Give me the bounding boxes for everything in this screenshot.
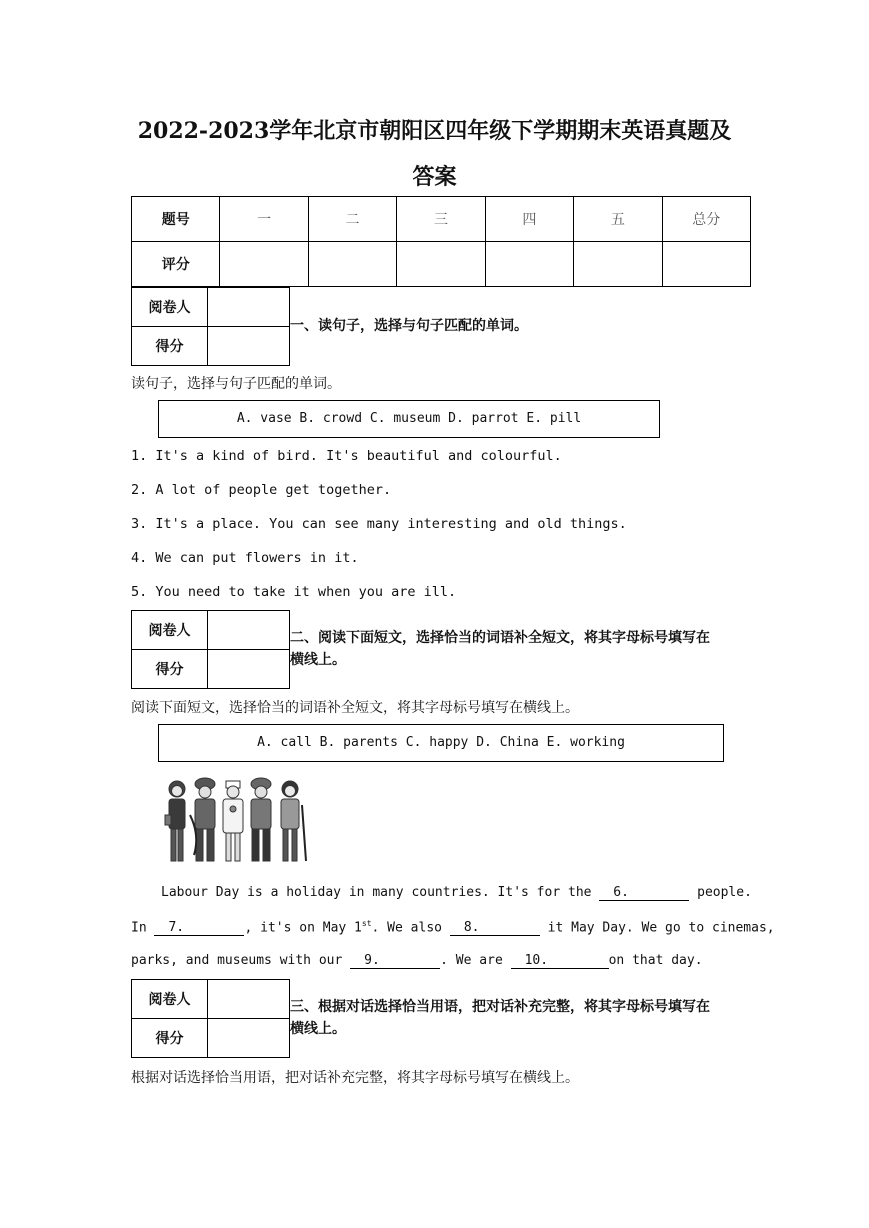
- section-1-options-box: A. vase B. crowd C. museum D. parrot E. pill: [158, 400, 660, 438]
- passage-line-2: [131, 919, 775, 936]
- worker-figure-3: [223, 781, 243, 861]
- blank-7[interactable]: 7.: [154, 920, 244, 936]
- section-3-instruction: 根据对话选择恰当用语，把对话补充完整，将其字母标号填写在横线上。: [131, 1070, 579, 1086]
- superscript: st: [361, 919, 372, 928]
- blank-6[interactable]: 6.: [599, 885, 689, 901]
- passage-text: , it's on May 1: [244, 920, 362, 936]
- grader-label: 阅卷人: [132, 980, 208, 1019]
- passage-text: on that day.: [608, 953, 703, 968]
- grader-empty-cell: [208, 288, 290, 327]
- score-table-empty-cell: [574, 242, 662, 287]
- score-table: [131, 196, 751, 287]
- worker-figure-1: [165, 781, 185, 861]
- grader-empty-cell: [208, 1019, 290, 1058]
- score-table-empty-cell: [308, 242, 396, 287]
- score-table-cell: 三: [397, 197, 485, 242]
- grader-empty-cell: [208, 327, 290, 366]
- section-3-title-line2: 横线上。: [290, 1021, 346, 1037]
- question-1: 1. It's a kind of bird. It's beautiful and colourful.: [131, 448, 562, 464]
- section-3-title: [290, 996, 752, 1040]
- grader-empty-cell: [208, 650, 290, 689]
- passage-text: people.: [689, 885, 752, 900]
- workers-illustration: [160, 775, 310, 867]
- passage-text: it May Day. We go to cinemas,: [539, 920, 775, 936]
- worker-figure-5: [281, 781, 306, 861]
- passage-text: In: [131, 920, 155, 936]
- score-table-empty-cell: [485, 242, 573, 287]
- question-3: 3. It's a place. You can see many interesting and old things.: [131, 516, 627, 532]
- passage-text: . We also: [371, 920, 450, 936]
- score-label: 得分: [132, 327, 208, 366]
- score-table-score-row: [132, 242, 751, 287]
- score-label: 得分: [132, 650, 208, 689]
- grader-label: 阅卷人: [132, 611, 208, 650]
- section-1-title: 一、读句子，选择与句子匹配的单词。: [290, 318, 528, 334]
- grader-label: 阅卷人: [132, 288, 208, 327]
- question-4: 4. We can put flowers in it.: [131, 550, 359, 566]
- score-label: 得分: [132, 1019, 208, 1058]
- passage-line-3: [131, 953, 751, 969]
- page-title-line1: 2022-2023学年北京市朝阳区四年级下学期期末英语真题及: [137, 118, 732, 144]
- score-table-cell: 五: [574, 197, 662, 242]
- score-table-empty-cell: [662, 242, 750, 287]
- score-table-cell: 二: [308, 197, 396, 242]
- grader-box-1: [131, 287, 290, 366]
- section-2-instruction: 阅读下面短文，选择恰当的词语补全短文，将其字母标号填写在横线上。: [131, 700, 579, 716]
- grader-box-3: [131, 979, 290, 1058]
- score-table-cell: 题号: [132, 197, 220, 242]
- section-2-title: [290, 627, 752, 671]
- blank-9[interactable]: 9.: [350, 953, 440, 969]
- passage-line-1: [131, 885, 751, 901]
- passage-text: Labour Day is a holiday in many countries. It's for the: [161, 885, 600, 900]
- score-table-empty-cell: [220, 242, 308, 287]
- section-2-title-line1: 二、阅读下面短文，选择恰当的词语补全短文，将其字母标号填写在: [290, 630, 710, 646]
- score-table-cell: 一: [220, 197, 308, 242]
- section-2-options-box: A. call B. parents C. happy D. China E. working: [158, 724, 724, 762]
- worker-figure-2: [190, 778, 215, 861]
- question-5: 5. You need to take it when you are ill.: [131, 584, 457, 600]
- score-table-cell: 四: [485, 197, 573, 242]
- grader-empty-cell: [208, 611, 290, 650]
- page-title-line2: 答案: [412, 164, 457, 190]
- score-table-header-row: [132, 197, 751, 242]
- grader-empty-cell: [208, 980, 290, 1019]
- worker-figure-4: [251, 778, 271, 861]
- score-table-cell: 评分: [132, 242, 220, 287]
- section-3-title-line1: 三、根据对话选择恰当用语，把对话补充完整，将其字母标号填写在: [290, 999, 710, 1015]
- section-2-title-line2: 横线上。: [290, 652, 346, 668]
- passage-text: parks, and museums with our: [131, 953, 351, 968]
- blank-8[interactable]: 8.: [450, 920, 540, 936]
- blank-10[interactable]: 10.: [511, 953, 609, 969]
- score-table-empty-cell: [397, 242, 485, 287]
- section-1-instruction: 读句子，选择与句子匹配的单词。: [131, 376, 341, 392]
- question-2: 2. A lot of people get together.: [131, 482, 392, 498]
- grader-box-2: [131, 610, 290, 689]
- score-table-cell: 总分: [662, 197, 750, 242]
- passage-text: . We are: [440, 953, 511, 968]
